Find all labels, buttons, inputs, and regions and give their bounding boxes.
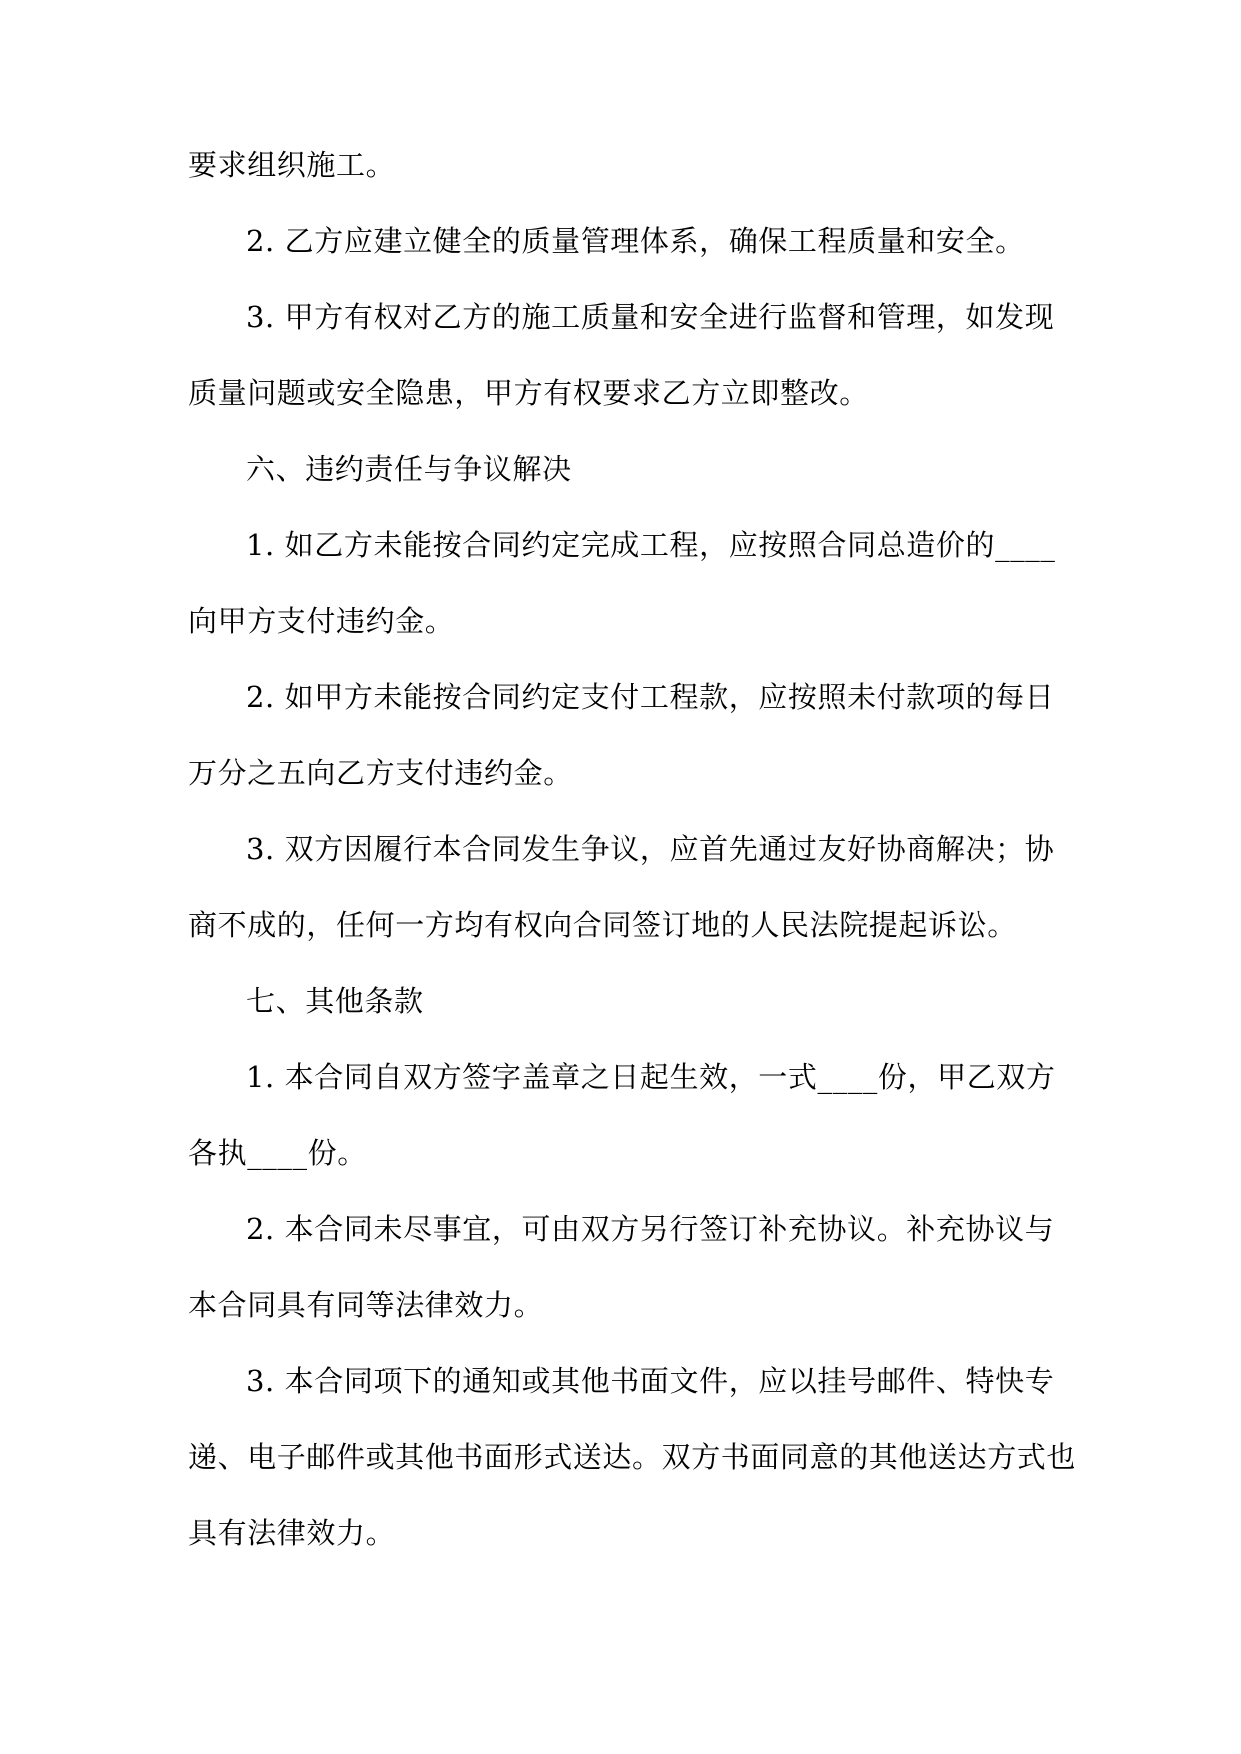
text-line-1: 要求组织施工。 [188,148,396,182]
section-heading-other: 七、其他条款 [246,984,424,1018]
text-line-13: 1. 本合同自双方签字盖章之日起生效，一式____份，甲乙双方 [246,1060,1056,1094]
text-line-6: 1. 如乙方未能按合同约定完成工程，应按照合同总造价的____ [246,528,1056,562]
text-line-19: 具有法律效力。 [188,1516,396,1550]
text-line-9: 万分之五向乙方支付违约金。 [188,756,573,790]
section-heading-breach: 六、违约责任与争议解决 [246,452,572,486]
text-line-8: 2. 如甲方未能按合同约定支付工程款，应按照未付款项的每日 [246,680,1055,714]
text-line-11: 商不成的，任何一方均有权向合同签订地的人民法院提起诉讼。 [188,908,1017,942]
text-line-17: 3. 本合同项下的通知或其他书面文件，应以挂号邮件、特快专 [246,1364,1055,1398]
text-line-15: 2. 本合同未尽事宜，可由双方另行签订补充协议。补充协议与 [246,1212,1055,1246]
text-line-10: 3. 双方因履行本合同发生争议，应首先通过友好协商解决；协 [246,832,1055,866]
text-line-16: 本合同具有同等法律效力。 [188,1288,544,1322]
text-line-14: 各执____份。 [188,1136,367,1170]
text-line-7: 向甲方支付违约金。 [188,604,455,638]
contract-text-body [188,147,1077,1591]
text-line-2: 2. 乙方应建立健全的质量管理体系，确保工程质量和安全。 [246,224,1025,258]
text-line-3: 3. 甲方有权对乙方的施工质量和安全进行监督和管理，如发现 [246,300,1055,334]
text-line-18: 递、电子邮件或其他书面形式送达。双方书面同意的其他送达方式也 [188,1440,1077,1474]
text-line-4: 质量问题或安全隐患，甲方有权要求乙方立即整改。 [188,376,869,410]
